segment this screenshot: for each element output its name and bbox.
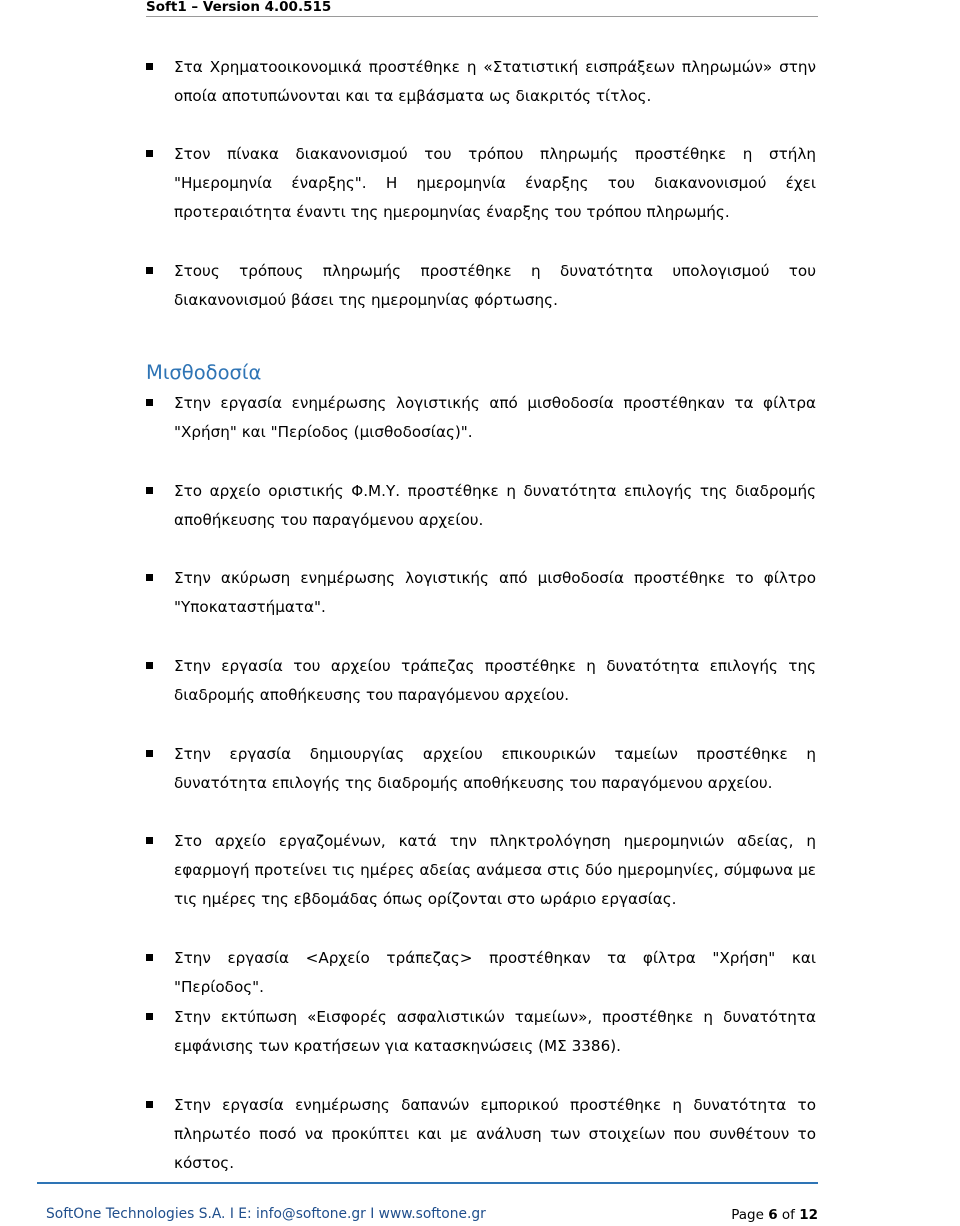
square-bullet-icon: [146, 837, 153, 844]
square-bullet-icon: [146, 150, 153, 157]
bullet-text: Στους τρόπους πληρωμής προστέθηκε η δυνατότητα υπολογισμού του διακανονισμού βάσει της ημερομηνίας φόρτωσης.: [174, 262, 816, 309]
square-bullet-icon: [146, 1013, 153, 1020]
bullet-text: Στο αρχείο οριστικής Φ.Μ.Υ. προστέθηκε η δυνατότητα επιλογής της διαδρομής αποθήκευσης του παραγόμενου αρχείου.: [174, 482, 816, 529]
page-current: 6: [768, 1207, 778, 1223]
bullet-text: Στην εργασία ενημέρωσης δαπανών εμπορικού προστέθηκε η δυνατότητα το πληρωτέο ποσό να προκύπτει και με ανάλυση των στοιχείων που συνθέτουν το κόστος.: [174, 1096, 816, 1172]
page-footer: [37, 1182, 818, 1226]
bullet-text: Στην εργασία του αρχείου τράπεζας προστέθηκε η δυνατότητα επιλογής της διαδρομής αποθήκευσης του παραγόμενου αρχείου.: [174, 657, 816, 704]
section-heading: Μισθοδοσία: [146, 361, 262, 384]
square-bullet-icon: [146, 574, 153, 581]
bullet-text: Στο αρχείο εργαζομένων, κατά την πληκτρολόγηση ημερομηνιών αδείας, η εφαρμογή προτείνει τις ημέρες αδείας ανάμεσα στις δύο ημερομηνίες, σύμφωνα με τις ημέρες της εβδομάδας όπως ορίζονται στο ωράριο εργασίας.: [174, 832, 816, 908]
bullet-item: [146, 53, 816, 111]
square-bullet-icon: [146, 662, 153, 669]
bullet-item: [146, 1003, 816, 1061]
page-label: Page: [731, 1207, 764, 1223]
bullet-item: [146, 257, 816, 315]
bullet-item: [146, 827, 816, 914]
bullet-item: [146, 477, 816, 535]
bullet-item: [146, 564, 816, 622]
square-bullet-icon: [146, 267, 153, 274]
bullet-item: [146, 740, 816, 798]
bullet-text: Στην εργασία <Αρχείο τράπεζας> προστέθηκαν τα φίλτρα "Χρήση" και "Περίοδος".: [174, 949, 816, 996]
bullet-text: Στην ακύρωση ενημέρωσης λογιστικής από μισθοδοσία προστέθηκε το φίλτρο "Υποκαταστήματα".: [174, 569, 816, 616]
square-bullet-icon: [146, 487, 153, 494]
page-total: 12: [799, 1207, 818, 1223]
bullet-item: [146, 389, 816, 447]
page-of: of: [781, 1207, 795, 1223]
bullet-text: Στα Χρηματοοικονομικά προστέθηκε η «Στατιστική εισπράξεων πληρωμών» στην οποία αποτυπώνονται και τα εμβάσματα ως διακριτός τίτλος.: [174, 58, 816, 105]
bullet-text: Στον πίνακα διακανονισμού του τρόπου πληρωμής προστέθηκε η στήλη "Ημερομηνία έναρξης". Η ημερομηνία έναρξης του διακανονισμού έχει προτεραιότητα έναντι της ημερομηνίας έναρξης του τρόπου πληρωμής.: [174, 145, 816, 221]
bullet-item: [146, 944, 816, 1002]
square-bullet-icon: [146, 63, 153, 70]
bullet-item: [146, 1091, 816, 1178]
square-bullet-icon: [146, 954, 153, 961]
footer-company-info: SoftOne Technologies S.A. I E: info@softone.gr I www.softone.gr: [46, 1206, 486, 1222]
bullet-item: [146, 140, 816, 227]
page-header: [146, 0, 818, 17]
bullet-text: Στην εργασία δημιουργίας αρχείου επικουρικών ταμείων προστέθηκε η δυνατότητα επιλογής της διαδρομής αποθήκευσης του παραγόμενου αρχείου.: [174, 745, 816, 792]
page-number: [731, 1207, 818, 1223]
square-bullet-icon: [146, 399, 153, 406]
square-bullet-icon: [146, 1101, 153, 1108]
square-bullet-icon: [146, 750, 153, 757]
header-title: Soft1 – Version 4.00.515: [146, 0, 332, 15]
bullet-item: [146, 652, 816, 710]
bullet-text: Στην εργασία ενημέρωσης λογιστικής από μισθοδοσία προστέθηκαν τα φίλτρα "Χρήση" και "Περίοδος (μισθοδοσίας)".: [174, 394, 816, 441]
bullet-text: Στην εκτύπωση «Εισφορές ασφαλιστικών ταμείων», προστέθηκε η δυνατότητα εμφάνισης των κρατήσεων για κατασκηνώσεις (ΜΣ 3386).: [174, 1008, 816, 1055]
